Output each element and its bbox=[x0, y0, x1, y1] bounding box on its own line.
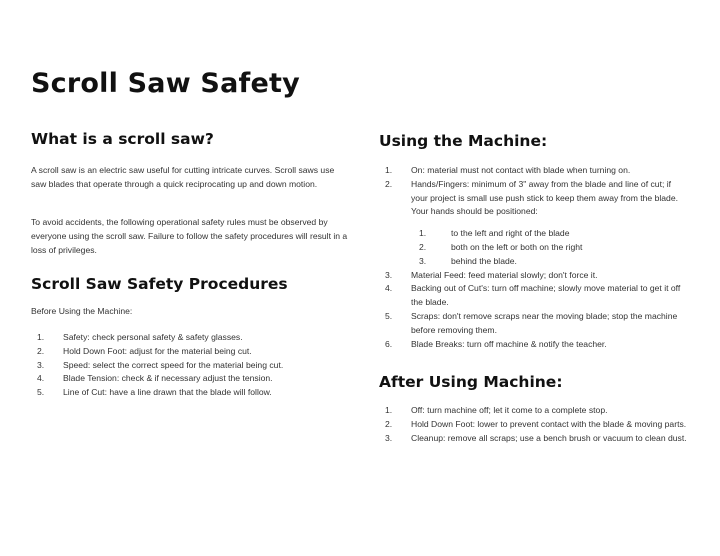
item-number: 4. bbox=[37, 373, 45, 384]
item-number: 1. bbox=[419, 228, 427, 239]
procedures-heading: Scroll Saw Safety Procedures bbox=[31, 275, 288, 293]
item-number: 4. bbox=[385, 283, 393, 294]
list-item bbox=[379, 269, 689, 283]
item-number: 3. bbox=[385, 432, 393, 443]
list-item bbox=[31, 345, 349, 359]
item-number: 3. bbox=[385, 269, 393, 280]
item-text: Blade Breaks: turn off machine & notify the teacher. bbox=[411, 338, 607, 349]
list-item bbox=[31, 386, 349, 400]
item-text: On: material must not contact with blade when turning on. bbox=[411, 165, 631, 175]
item-text: behind the blade. bbox=[451, 255, 517, 266]
item-text: Backing out of Cut's: turn off machine; slowly move material to get it off the blade. bbox=[411, 283, 681, 308]
item-number: 5. bbox=[385, 310, 393, 321]
list-item bbox=[31, 372, 349, 386]
item-number: 1. bbox=[385, 165, 393, 175]
list-item bbox=[379, 404, 689, 418]
item-number: 2. bbox=[385, 418, 393, 429]
page-title: Scroll Saw Safety bbox=[31, 68, 300, 99]
before-label: Before Using the Machine: bbox=[31, 306, 133, 316]
item-text: Scraps: don't remove scraps near the moving blade; stop the machine before removing them. bbox=[411, 310, 678, 335]
list-item bbox=[411, 241, 689, 255]
list-item bbox=[31, 331, 349, 345]
item-number: 3. bbox=[37, 359, 45, 370]
item-text: Hold Down Foot: adjust for the material being cut. bbox=[63, 345, 252, 356]
list-item bbox=[411, 227, 689, 241]
after-heading: After Using Machine: bbox=[379, 373, 563, 391]
list-item bbox=[31, 359, 349, 373]
list-item bbox=[379, 282, 689, 310]
list-item bbox=[379, 418, 689, 432]
after-list bbox=[379, 404, 689, 445]
item-text: Off: turn machine off; let it come to a complete stop. bbox=[411, 405, 608, 415]
item-text: to the left and right of the blade bbox=[451, 228, 570, 239]
list-item bbox=[411, 255, 689, 269]
item-number: 5. bbox=[37, 387, 45, 398]
item-text: both on the left or both on the right bbox=[451, 241, 583, 252]
list-item bbox=[379, 178, 689, 269]
item-number: 6. bbox=[385, 338, 393, 349]
item-text: Cleanup: remove all scraps; use a bench brush or vacuum to clean dust. bbox=[411, 432, 687, 443]
before-list bbox=[31, 331, 349, 400]
what-heading: What is a scroll saw? bbox=[31, 130, 214, 148]
item-text: Line of Cut: have a line drawn that the blade will follow. bbox=[63, 387, 272, 398]
item-text: Hands/Fingers: minimum of 3" away from the blade and line of cut; if your project is small use push stick to keep them away from the blade. Your hands should be positioned: bbox=[411, 178, 679, 217]
item-number: 3. bbox=[419, 255, 427, 266]
item-text: Blade Tension: check & if necessary adjust the tension. bbox=[63, 373, 273, 384]
using-list bbox=[379, 164, 689, 351]
hands-position-list bbox=[411, 227, 689, 268]
list-item bbox=[379, 310, 689, 338]
item-text: Hold Down Foot: lower to prevent contact with the blade & moving parts. bbox=[411, 418, 687, 429]
item-number: 2. bbox=[419, 241, 427, 252]
using-heading: Using the Machine: bbox=[379, 132, 548, 150]
item-text: Speed: select the correct speed for the material being cut. bbox=[63, 359, 284, 370]
list-item bbox=[379, 164, 689, 178]
list-item bbox=[379, 338, 689, 352]
item-number: 2. bbox=[385, 178, 393, 189]
what-paragraph-2: To avoid accidents, the following operational safety rules must be observed by everyone using the scroll saw. Failure to follow the safety procedures will result in a loss of privileges. bbox=[31, 217, 348, 255]
what-paragraph-1: A scroll saw is an electric saw useful for cutting intricate curves. Scroll saws use saw blades that operate through a quick reciprocating up and down motion. bbox=[31, 165, 335, 189]
item-number: 1. bbox=[37, 332, 45, 342]
list-item bbox=[379, 432, 689, 446]
item-text: Material Feed: feed material slowly; don't force it. bbox=[411, 269, 598, 280]
item-number: 1. bbox=[385, 405, 393, 415]
item-text: Safety: check personal safety & safety glasses. bbox=[63, 332, 243, 342]
item-number: 2. bbox=[37, 345, 45, 356]
